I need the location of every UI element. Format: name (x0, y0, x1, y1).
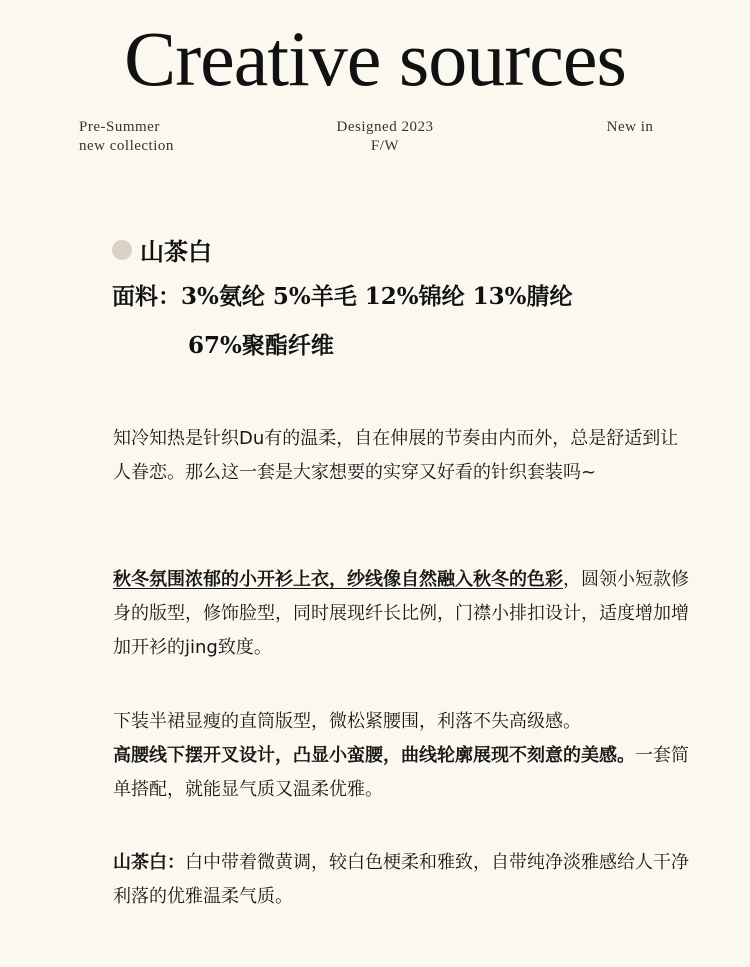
color-swatch-dot (112, 240, 132, 260)
color-row (112, 232, 212, 267)
season-label (79, 118, 174, 156)
color-description-label: 山茶白： (113, 852, 185, 873)
skirt-highlight: 高腰线下摆开叉设计，凸显小蛮腰，曲线轮廓展现不刻意的美感。 (113, 745, 635, 766)
skirt-paragraph (113, 705, 693, 807)
season-line-1: Pre-Summer (79, 119, 160, 135)
skirt-text: 一套简单搭配，就能显气质又温柔优雅。 (113, 745, 689, 800)
cardigan-highlight: 秋冬氛围浓郁的小开衫上衣，纱线像自然融入秋冬的色彩 (113, 569, 563, 590)
skirt-line-1: 下装半裙显瘦的直筒版型，微松紧腰围，利落不失高级感。 (113, 711, 581, 732)
design-year-label (300, 118, 470, 156)
new-in-label: New in (606, 119, 654, 135)
fabric-composition-line-2: 67%聚酯纤维 (188, 332, 334, 359)
brand-title: Creative sources (124, 15, 626, 102)
design-year-line-1: Designed 2023 (336, 119, 434, 135)
intro-paragraph: 知冷知热是针织Du有的温柔，自在伸展的节奏由内而外，总是舒适到让人眷恋。那么这一套是大家想要的实穿又好看的针织套装吗~ (113, 428, 679, 483)
design-year-line-2: F/W (370, 138, 400, 154)
color-name: 山茶白 (140, 237, 212, 266)
color-description-paragraph (113, 846, 693, 914)
season-line-2: new collection (79, 138, 174, 154)
cardigan-text: ，圆领小短款修身的版型，修饰脸型，同时展现纤长比例，门襟小排扣设计，适度增加增加开衫的jing致度。 (113, 569, 689, 658)
color-description-text: 白中带着微黄调，较白色梗柔和雅致，自带纯净淡雅感给人干净利落的优雅温柔气质。 (113, 852, 689, 907)
cardigan-paragraph (113, 563, 693, 665)
fabric-composition-line-1: 面料：3%氨纶 5%羊毛 12%锦纶 13%腈纶 (112, 283, 573, 310)
